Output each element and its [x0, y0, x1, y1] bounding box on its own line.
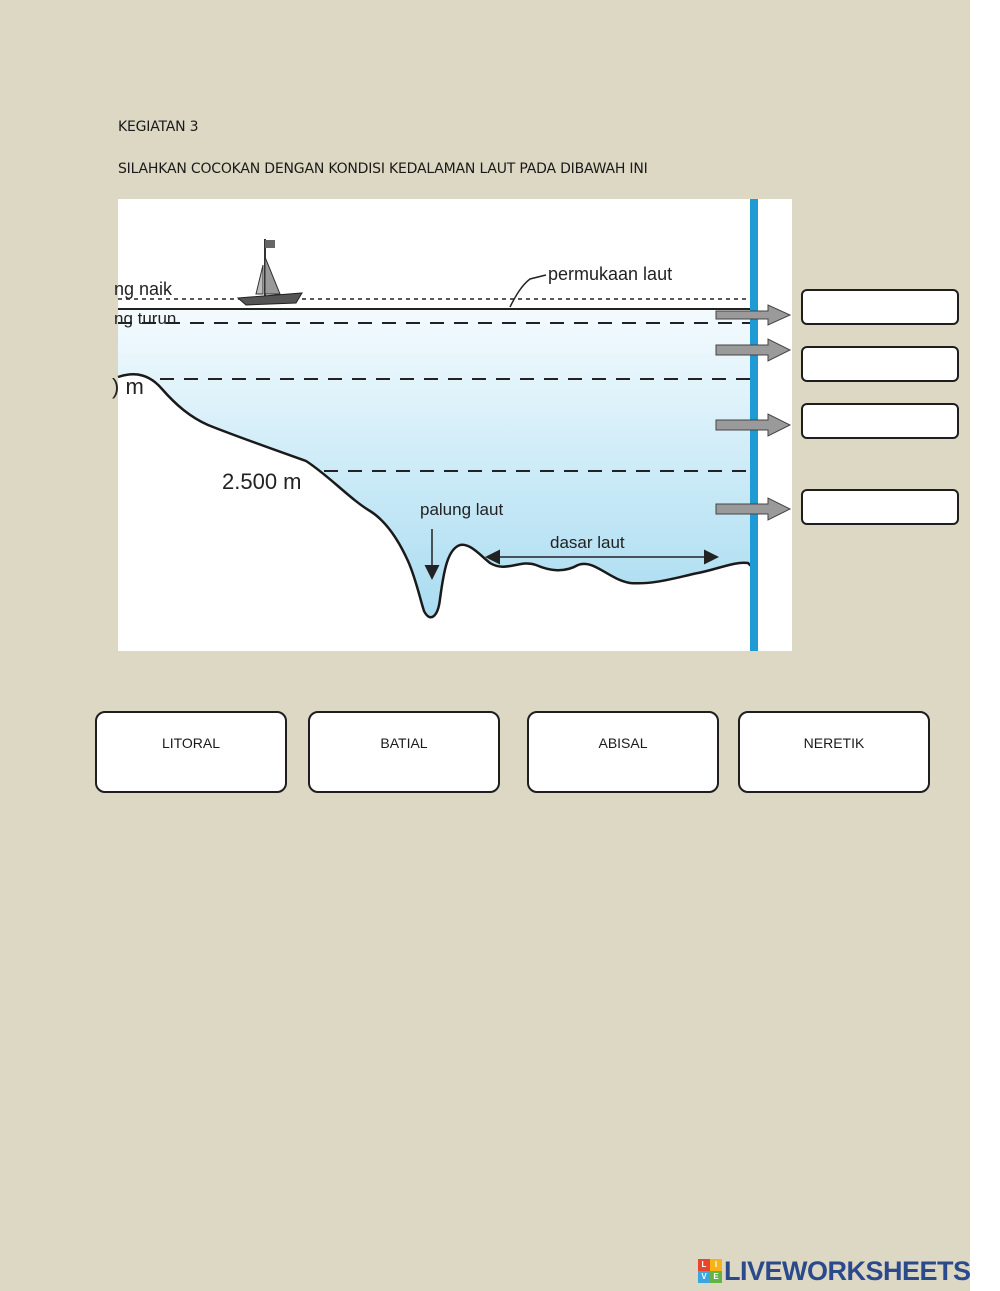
liveworksheets-mark-icon: L I V E [698, 1259, 722, 1283]
page-margin [970, 0, 1000, 1291]
label-tide-low: ng turun [114, 309, 177, 328]
surface-pointer [510, 275, 546, 307]
sea-depth-diagram [112, 199, 792, 651]
option-neretik[interactable]: NERETIK [738, 711, 930, 793]
label-depth-200: ) m [112, 374, 144, 399]
brand-name: LIVEWORKSHEETS [724, 1255, 971, 1286]
liveworksheets-logo[interactable] [698, 1254, 971, 1288]
option-batial[interactable]: BATIAL [308, 711, 500, 793]
label-sea-surface: permukaan laut [548, 264, 673, 284]
label-depth-2500: 2.500 m [222, 469, 302, 494]
answer-box-4[interactable] [801, 489, 959, 525]
label-trench: palung laut [420, 500, 504, 519]
answer-box-1[interactable] [801, 289, 959, 325]
option-litoral[interactable]: LITORAL [95, 711, 287, 793]
sailboat-icon [238, 239, 302, 305]
answer-box-3[interactable] [801, 403, 959, 439]
label-tide-high: ng naik [114, 279, 173, 299]
sea-water [118, 309, 754, 617]
option-abisal[interactable]: ABISAL [527, 711, 719, 793]
instruction-text: SILAHKAN COCOKAN DENGAN KONDISI KEDALAMAN LAUT PADA DIBAWAH INI [118, 161, 648, 177]
activity-heading: KEGIATAN 3 [118, 119, 199, 135]
answer-box-2[interactable] [801, 346, 959, 382]
label-sea-floor: dasar laut [550, 533, 625, 552]
